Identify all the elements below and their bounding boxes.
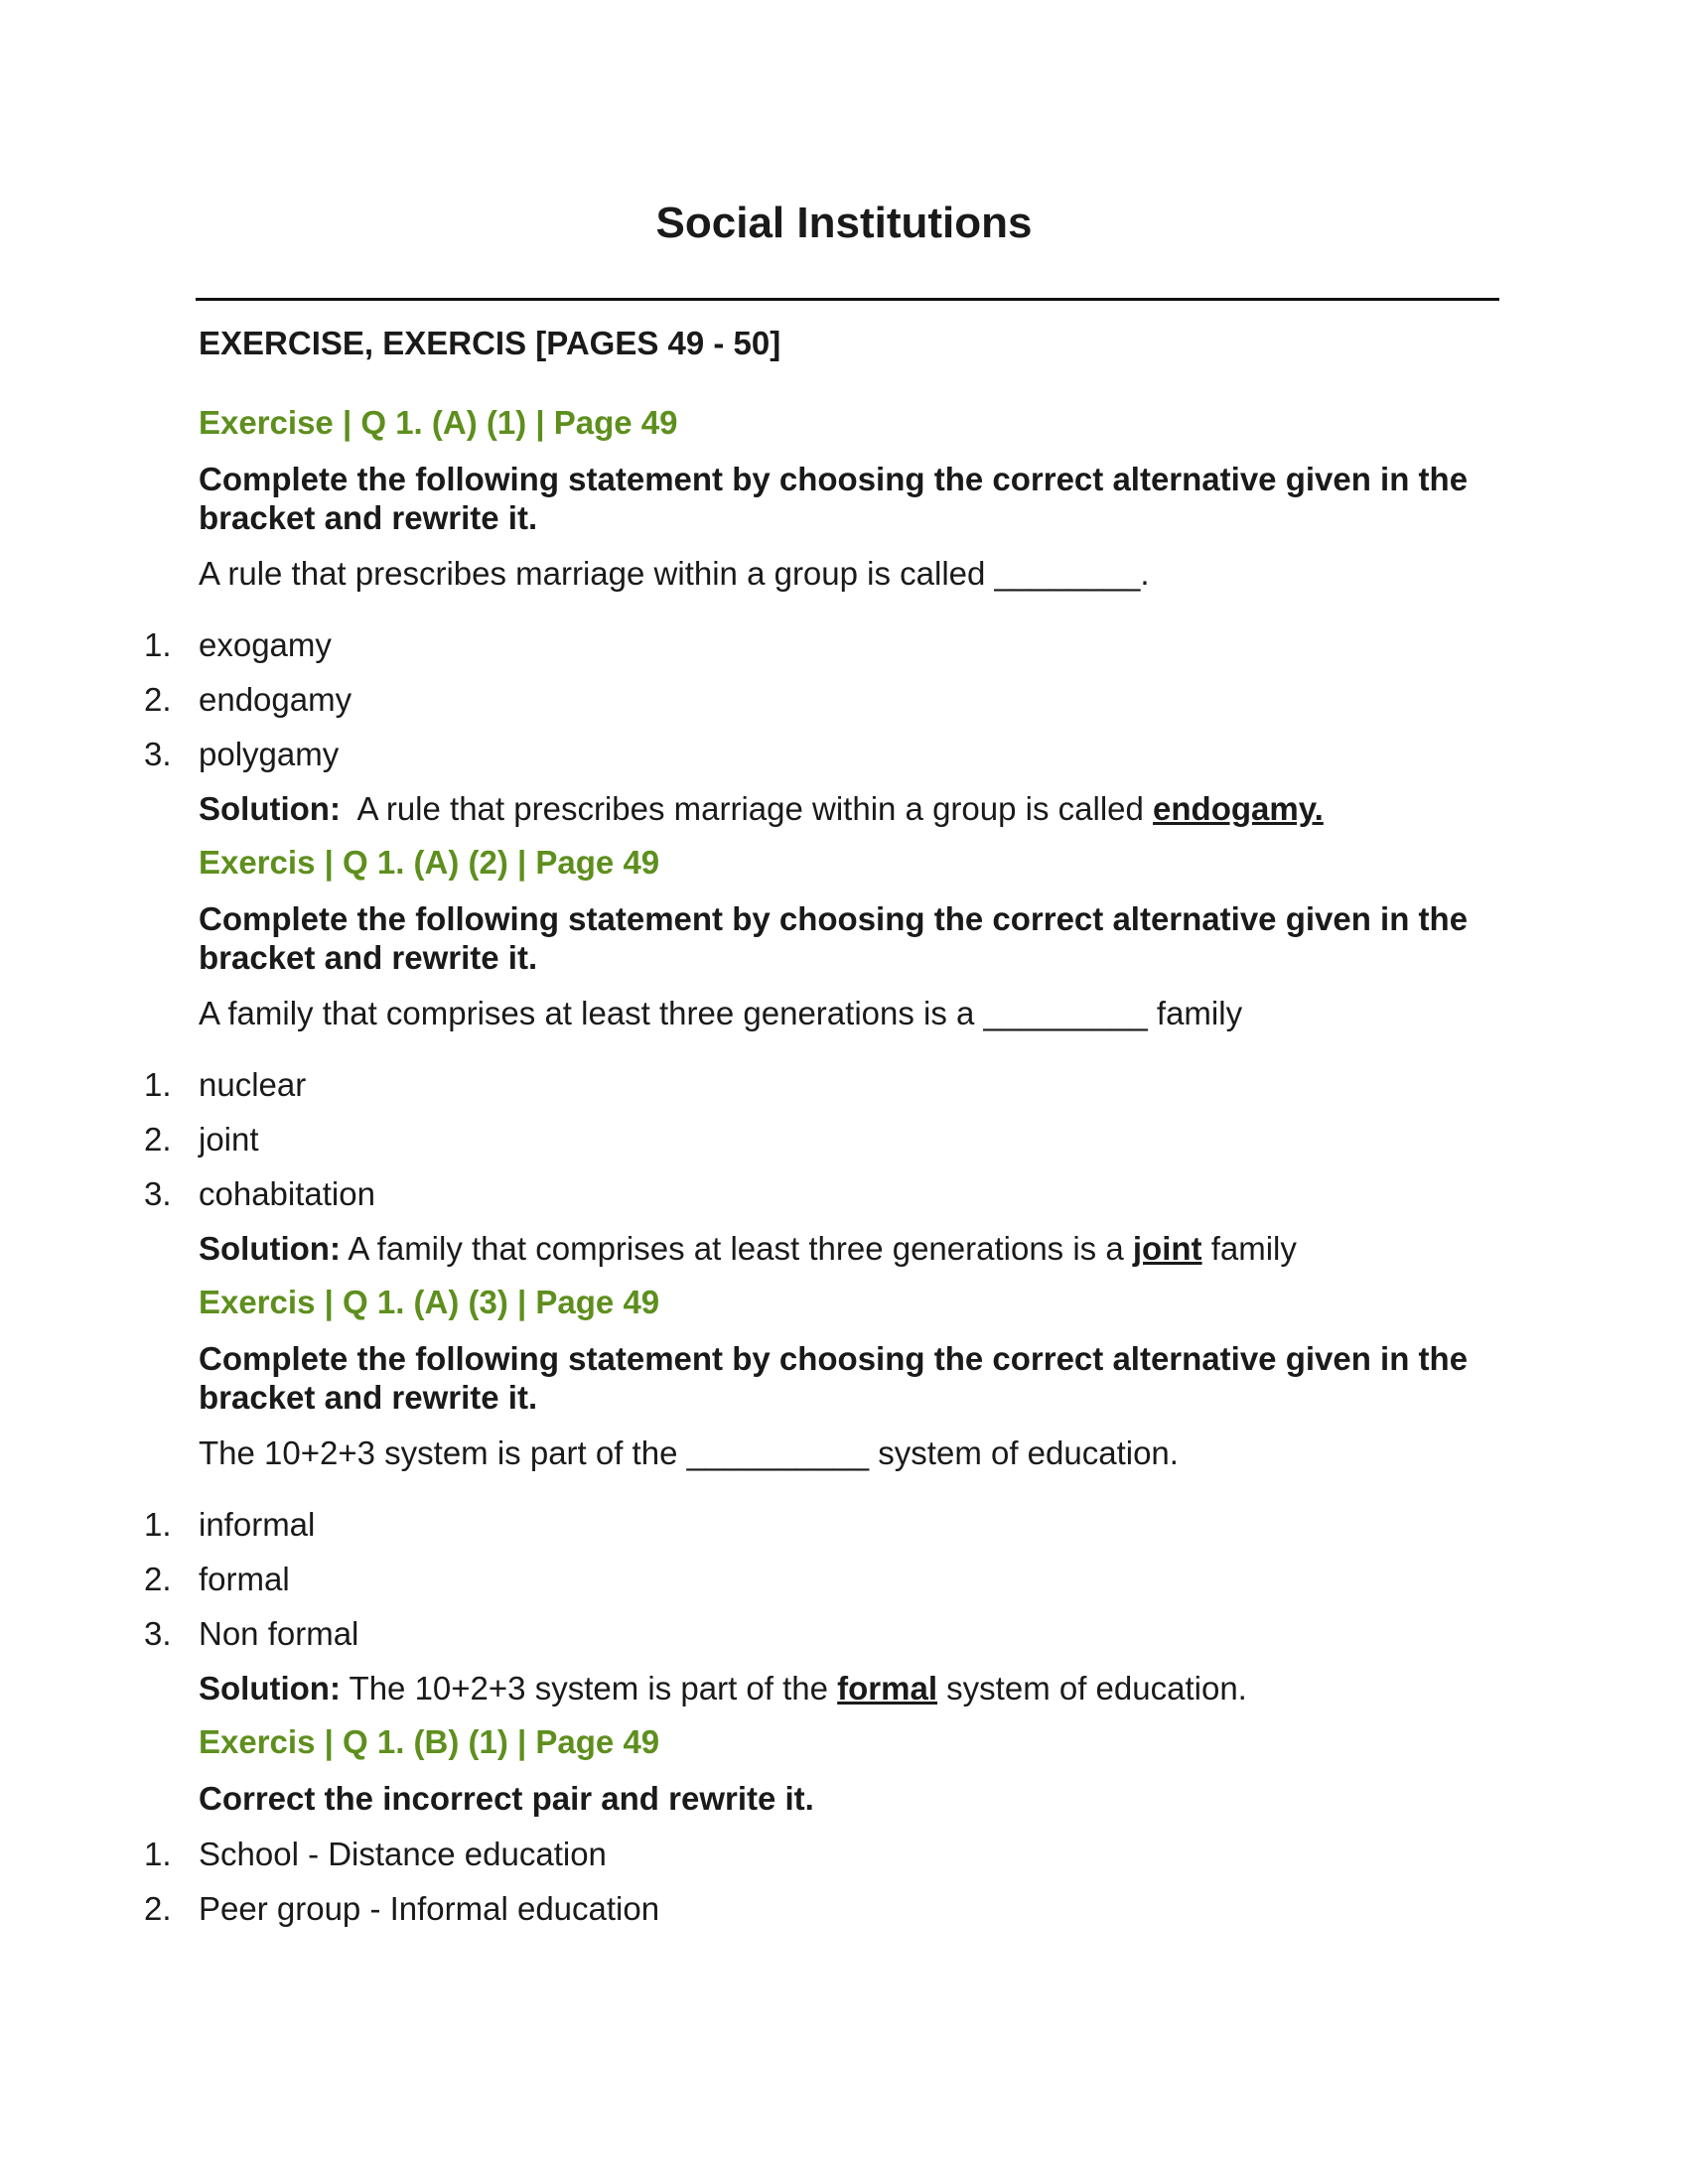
question-header: Exercise | Q 1. (A) (1) | Page 49	[199, 404, 678, 441]
section-heading: EXERCISE, EXERCIS [PAGES 49 - 50]	[199, 325, 781, 361]
question-block	[144, 1721, 1499, 1943]
option-number: 3.	[144, 1615, 172, 1652]
option-number: 1.	[144, 626, 172, 663]
question-instruction: Complete the following statement by choosing the correct alternative given in the bracket and rewrite it.	[199, 461, 1469, 536]
solution-text-after: system of education.	[937, 1670, 1247, 1706]
question-instruction: Complete the following statement by choosing the correct alternative given in the bracket and rewrite it.	[199, 900, 1469, 976]
question-header: Exercis | Q 1. (B) (1) | Page 49	[199, 1723, 660, 1760]
options-list	[144, 1064, 1499, 1228]
question-block	[144, 402, 1499, 830]
option-number: 2.	[144, 1121, 172, 1158]
option-item	[144, 1504, 1499, 1559]
solution	[199, 1668, 1499, 1709]
solution-answer: formal	[837, 1670, 938, 1706]
solution-text: A family that comprises at least three generations is a	[340, 1230, 1133, 1267]
option-item	[144, 1559, 1499, 1613]
question-statement: The 10+2+3 system is part of the __________ system of education.	[199, 1434, 1179, 1471]
option-text: nuclear	[199, 1066, 307, 1103]
option-number: 1.	[144, 1066, 172, 1103]
question-header: Exercis | Q 1. (A) (3) | Page 49	[199, 1284, 660, 1320]
solution-label: Solution:	[199, 1670, 341, 1706]
option-number: 2.	[144, 1890, 172, 1927]
option-item	[144, 1064, 1499, 1119]
option-item	[144, 1173, 1499, 1228]
solution-text-after: family	[1201, 1230, 1297, 1267]
options-list	[144, 624, 1499, 788]
option-number: 3.	[144, 736, 172, 772]
solution-answer: joint	[1132, 1230, 1202, 1267]
question-statement: A rule that prescribes marriage within a group is called ________.	[199, 555, 1150, 592]
question-header: Exercis | Q 1. (A) (2) | Page 49	[199, 844, 660, 881]
option-number: 1.	[144, 1836, 172, 1872]
solution-answer: endogamy.	[1153, 790, 1324, 827]
option-text: exogamy	[199, 626, 332, 663]
option-item	[144, 734, 1499, 788]
question-block	[144, 842, 1499, 1270]
option-text: informal	[199, 1506, 316, 1543]
solution-text: A rule that prescribes marriage within a group is called	[340, 790, 1154, 827]
option-text: formal	[199, 1561, 290, 1597]
document-content	[144, 323, 1499, 1943]
option-text: Peer group - Informal education	[199, 1890, 660, 1927]
option-text: Non formal	[199, 1615, 359, 1652]
option-text: cohabitation	[199, 1175, 375, 1212]
question-block	[144, 1282, 1499, 1709]
solution-label: Solution:	[199, 1230, 341, 1267]
question-instruction: Correct the incorrect pair and rewrite it.	[199, 1780, 814, 1817]
option-item	[144, 624, 1499, 679]
option-item	[144, 1119, 1499, 1173]
option-text: School - Distance education	[199, 1836, 607, 1872]
option-number: 1.	[144, 1506, 172, 1543]
option-number: 2.	[144, 1561, 172, 1597]
option-text: polygamy	[199, 736, 340, 772]
solution	[199, 1228, 1499, 1270]
option-number: 2.	[144, 681, 172, 718]
solution-label: Solution:	[199, 790, 341, 827]
options-list	[144, 1834, 1499, 1943]
title-divider	[196, 298, 1499, 301]
option-item	[144, 1834, 1499, 1888]
option-text: joint	[199, 1121, 259, 1158]
options-list	[144, 1504, 1499, 1668]
option-item	[144, 1888, 1499, 1943]
solution	[199, 788, 1499, 830]
option-item	[144, 679, 1499, 734]
page-title: Social Institutions	[655, 199, 1033, 247]
solution-text: The 10+2+3 system is part of the	[340, 1670, 838, 1706]
option-number: 3.	[144, 1175, 172, 1212]
question-instruction: Complete the following statement by choosing the correct alternative given in the bracket and rewrite it.	[199, 1340, 1469, 1416]
option-text: endogamy	[199, 681, 352, 718]
option-item	[144, 1613, 1499, 1668]
question-statement: A family that comprises at least three generations is a _________ family	[199, 995, 1243, 1031]
